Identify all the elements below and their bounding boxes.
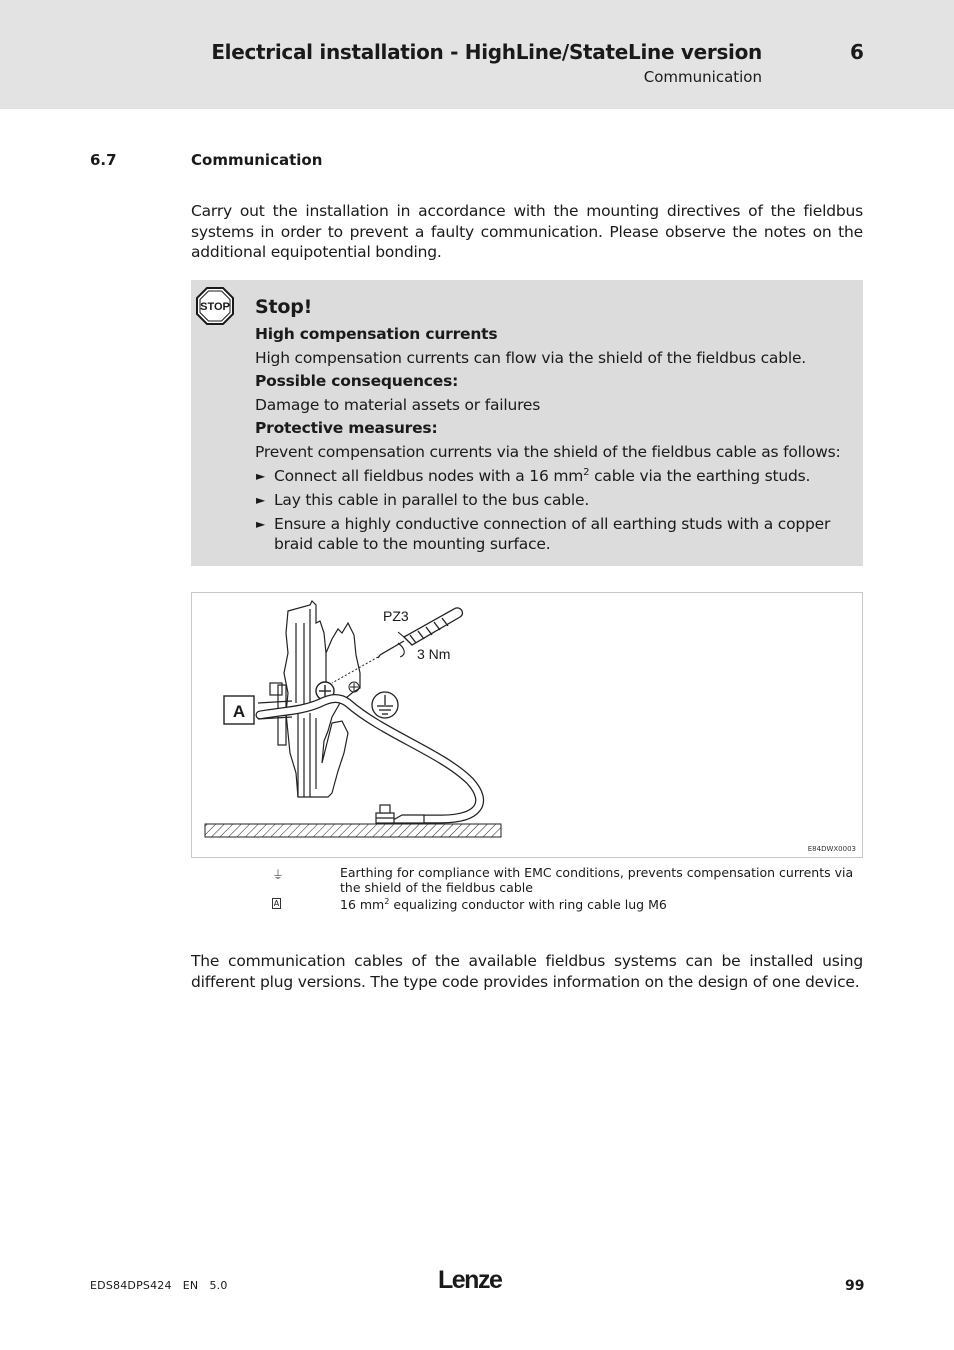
stop-content: [255, 295, 855, 554]
bullet-2-text: Lay this cable in parallel to the bus cable.: [274, 491, 590, 509]
tool-label: PZ3: [383, 608, 409, 624]
stop-heading: Stop!: [255, 296, 313, 318]
legend-a-text-start: 16 mm: [340, 897, 385, 912]
bullet-arrow-icon: ►: [256, 493, 266, 507]
bullet-arrow-icon: ►: [256, 469, 266, 483]
bullet-1-superscript: 2: [583, 466, 590, 478]
stop-note: [191, 280, 863, 566]
bullet-1-text-end: cable via the earthing studs.: [589, 467, 811, 485]
legend-a-text-end: equalizing conductor with ring cable lug M6: [389, 897, 667, 912]
page-number: 99: [845, 1278, 865, 1294]
rotation-arrow-icon: [398, 643, 404, 657]
label-a: A: [232, 702, 246, 721]
chapter-subtitle: Communication: [643, 68, 762, 86]
measure-bullet-3: [255, 514, 855, 554]
footer-doc-id: EDS84DPS424 EN 5.0: [90, 1279, 228, 1292]
measures-text: Prevent compensation currents via the shield of the fieldbus cable as follows:: [255, 443, 841, 461]
earthing-diagram: [192, 593, 864, 859]
lenze-logo: [438, 1263, 518, 1293]
legend-earth-icon: ⏚: [272, 868, 285, 882]
legend-a-icon: A: [273, 899, 280, 908]
measures-label: Protective measures:: [255, 419, 438, 437]
installation-figure: [191, 592, 863, 858]
bullet-3-text: Ensure a highly conductive connection of all earthing studs with a copper braid cable to the mounting surface.: [274, 515, 831, 553]
stop-sign-icon: [196, 287, 234, 325]
consequences-text: Damage to material assets or failures: [255, 396, 541, 414]
figure-code: E84DWX0003: [807, 845, 856, 853]
chapter-number: 6: [850, 40, 864, 64]
intro-paragraph: Carry out the installation in accordance with the mounting directives of the fieldbus systems in order to prevent a faulty communication. Please observe the notes on the additional equipotential bonding.: [191, 202, 863, 261]
legend-earth-text: Earthing for compliance with EMC conditions, prevents compensation currents via the shield of the fieldbus cable: [340, 865, 854, 895]
ring-cable-lug: [376, 805, 424, 823]
measure-bullet-1: [255, 466, 855, 486]
closing-paragraph: The communication cables of the available fieldbus systems can be installed using different plug versions. The type code provides information on the design of one device.: [191, 952, 863, 991]
torque-label: 3 Nm: [417, 646, 451, 662]
section-title: Communication: [191, 151, 323, 169]
hazard-text: High compensation currents can flow via the shield of the fieldbus cable.: [255, 349, 807, 367]
earth-symbol-icon: [372, 692, 398, 718]
bullet-arrow-icon: ►: [256, 517, 266, 531]
stop-icon-text: STOP: [200, 301, 230, 313]
legend-a-text: [340, 897, 860, 912]
measure-bullet-2: [255, 490, 855, 510]
mounting-plate: [205, 824, 501, 837]
legend-a-superscript: 2: [384, 895, 390, 906]
section-number: 6.7: [90, 151, 117, 169]
hazard-title: High compensation currents: [255, 325, 498, 343]
bullet-1-text: Connect all fieldbus nodes with a 16 mm: [274, 467, 584, 485]
consequences-label: Possible consequences:: [255, 372, 459, 390]
brand-logo-text: Lenze: [438, 1266, 502, 1293]
chapter-title: Electrical installation - HighLine/StateLine version: [211, 40, 762, 64]
